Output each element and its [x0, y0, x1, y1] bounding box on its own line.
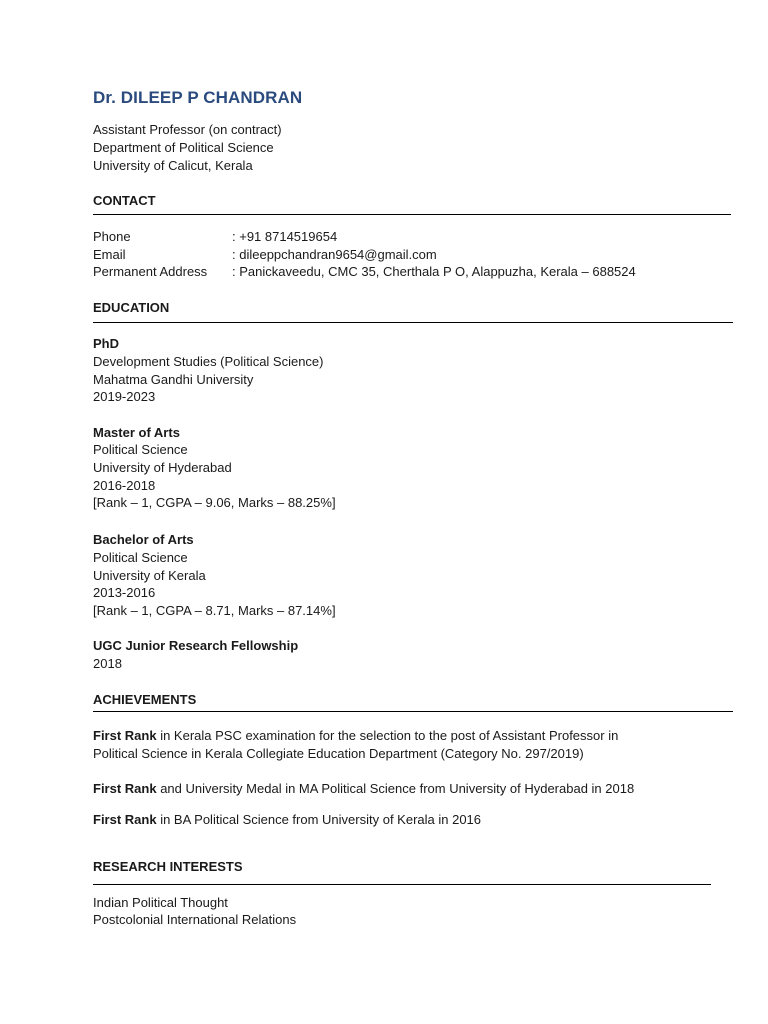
ma-field: Political Science — [93, 442, 188, 457]
ma-result: [Rank – 1, CGPA – 9.06, Marks – 88.25%] — [93, 495, 336, 510]
phd-years: 2019-2023 — [93, 389, 156, 404]
achievement-emphasis: First Rank — [93, 812, 157, 827]
ba-result: [Rank – 1, CGPA – 8.71, Marks – 87.14%] — [93, 603, 336, 618]
department-name: Department of Political Science — [93, 140, 274, 155]
research-item: Indian Political Thought — [93, 895, 228, 910]
achievement-emphasis: First Rank — [93, 781, 157, 796]
ma-degree: Master of Arts — [93, 425, 180, 440]
achievement-item — [93, 780, 634, 798]
achievement-item-continued: Political Science in Kerala Collegiate Education Department (Category No. 297/2019) — [93, 746, 584, 761]
address-label: Permanent Address — [93, 264, 208, 279]
jrf-title: UGC Junior Research Fellowship — [93, 638, 299, 653]
address-value: : Panickaveedu, CMC 35, Cherthala P O, Alappuzha, Kerala – 688524 — [232, 264, 636, 279]
achievement-emphasis: First Rank — [93, 728, 157, 743]
achievement-item — [93, 811, 481, 829]
phd-degree: PhD — [93, 336, 119, 351]
phone-label: Phone — [93, 229, 131, 244]
contact-divider — [93, 214, 731, 215]
email-value: : dileeppchandran9654@gmail.com — [232, 247, 437, 262]
ba-field: Political Science — [93, 550, 188, 565]
achievement-text: in BA Political Science from University of Kerala in 2016 — [156, 812, 482, 827]
education-divider — [93, 322, 733, 323]
achievement-text: in Kerala PSC examination for the selection to the post of Assistant Professor in — [156, 728, 619, 743]
ma-institution: University of Hyderabad — [93, 460, 232, 475]
phd-field: Development Studies (Political Science) — [93, 354, 324, 369]
education-heading: EDUCATION — [93, 300, 170, 315]
ba-institution: University of Kerala — [93, 568, 206, 583]
ba-degree: Bachelor of Arts — [93, 532, 194, 547]
research-item: Postcolonial International Relations — [93, 912, 297, 927]
university-name: University of Calicut, Kerala — [93, 158, 253, 173]
ba-years: 2013-2016 — [93, 585, 156, 600]
cv-name: Dr. DILEEP P CHANDRAN — [93, 88, 303, 107]
email-label: Email — [93, 247, 126, 262]
achievement-item — [93, 727, 618, 745]
achievements-divider — [93, 711, 733, 712]
email-row — [93, 246, 437, 264]
position-title: Assistant Professor (on contract) — [93, 122, 282, 137]
address-row — [93, 263, 636, 281]
research-divider — [93, 884, 711, 885]
jrf-year: 2018 — [93, 656, 122, 671]
contact-heading: CONTACT — [93, 193, 156, 208]
achievements-heading: ACHIEVEMENTS — [93, 692, 197, 707]
phd-institution: Mahatma Gandhi University — [93, 372, 254, 387]
research-heading: RESEARCH INTERESTS — [93, 859, 243, 874]
phone-value: : +91 8714519654 — [232, 229, 338, 244]
achievement-text: and University Medal in MA Political Science from University of Hyderabad in 2018 — [156, 781, 635, 796]
ma-years: 2016-2018 — [93, 478, 156, 493]
phone-row — [93, 228, 337, 246]
